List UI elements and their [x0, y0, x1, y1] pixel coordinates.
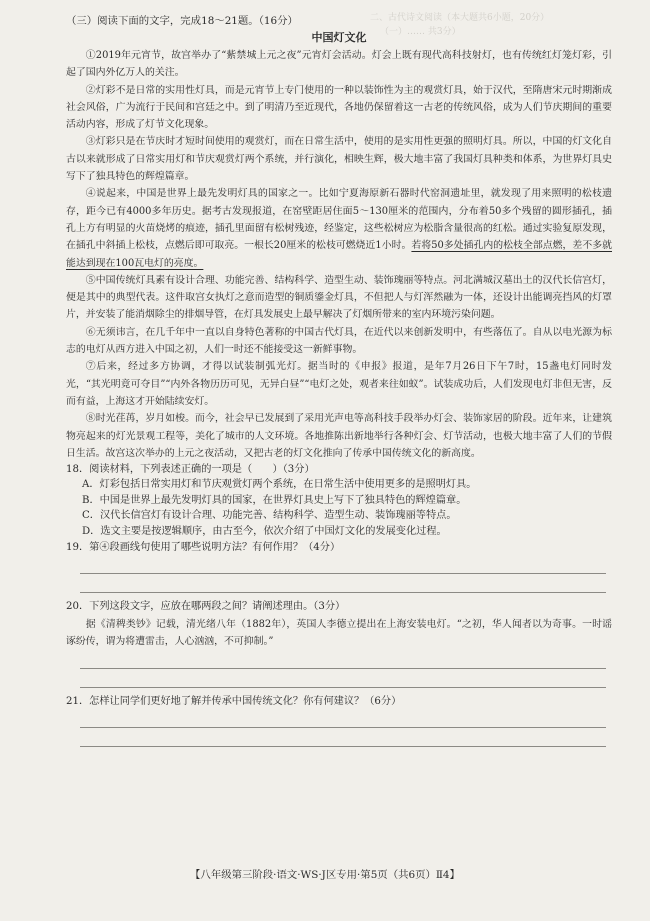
paragraph-5: ⑤中国传统灯具素有设计合理、功能完善、结构科学、造型生动、装饰瑰丽等特点。河北满城汉墓出土的汉代长信宫灯，便是其中的典型代表。这件取宫女执灯之意而造型的铜质鎏金灯具，不但把人与灯浑然融为一体，还设计出能调亮挡风的灯罩片，并安装了能消烟除尘的排烟导管，在灯具发展史上最早解决了灯烟所带来的室内环境污染问题。	[66, 274, 612, 321]
page-footer: 【八年级第三阶段·语文·WS·J区专用·第5页（共6页）Ⅱ4】	[190, 869, 460, 881]
option-a: A．灯彩包括日常实用灯和节庆观赏灯两个系统，在日常生活中使用更多的是照明灯具。	[82, 479, 477, 491]
underlined-sentence: 若将50多处插孔内的松枝全部点燃，差不多就能达到现在100瓦电灯的亮度。	[66, 240, 612, 269]
answer-line[interactable]	[80, 709, 606, 728]
question-19: 19．第④段画线句使用了哪些说明方法？有何作用？（4分）	[66, 541, 341, 553]
paragraph-2: ②灯彩不是日常的实用性灯具，而是元宵节上专门使用的一种以装饰性为主的观赏灯具，始于汉代，至隋唐宋元时期渐成社会风俗，广为流行于民间和宫廷之中。到了明清乃至近现代，各地仍保留着这一古老的传统风俗，成为人们节庆期间的重要活动内容，形成了灯节文化现象。	[66, 84, 612, 131]
answer-line[interactable]	[80, 574, 606, 593]
bleed-through-text: 二、古代诗文阅读（本大题共6小题，20分）	[370, 13, 550, 23]
question-20-material: 据《清稗类钞》记载，清光绪八年（1882年），英国人李德立提出在上海安装电灯。“之初，华人闻者以为奇事。一时谣诼纷传，谓为将遭雷击，人心汹汹，不可抑制。”	[66, 618, 612, 647]
answer-line[interactable]	[80, 555, 606, 574]
section-intro: （三）阅读下面的文字，完成18～21题。（16分）	[66, 15, 298, 27]
option-d: D．选文主要是按逻辑顺序，由古至今，依次介绍了中国灯文化的发展变化过程。	[82, 525, 447, 537]
paragraph-8: ⑧时光荏苒，岁月如梭。而今，社会早已发展到了采用光声电等高科技手段举办灯会、装饰家居的阶段。近年来，让建筑物亮起来的灯光景观工程等，美化了城市的人文环境。各地推陈出新地举行各种灯会、灯节活动，也极大地丰富了人们的节假日生活。故宫这次举办的上元之夜活动，又把古老的灯文化推向了传承中国传统文化的新高度。	[66, 413, 612, 459]
paragraph-3: ③灯彩只是在节庆时才短时间使用的观赏灯，而在日常生活中，使用的是实用性更强的照明灯具。所以，中国的灯文化自古以来就形成了日常实用灯和节庆观赏灯两个系统，并行演化，相映生辉，极大地丰富了我国灯具种类和体系，为世界灯具史写下了独具特色的辉煌篇章。	[66, 136, 612, 183]
option-c: C．汉代长信宫灯有设计合理、功能完善、结构科学、造型生动、装饰瑰丽等特点。	[82, 510, 457, 522]
answer-line[interactable]	[80, 650, 606, 669]
question-20-stem: 20．下列这段文字，应放在哪两段之间？请阐述理由。（3分）	[66, 600, 346, 612]
bleed-through-text: （一）…… 共3分）	[380, 27, 461, 37]
paragraph-1: ①2019年元宵节，故宫举办了“紫禁城上元之夜”元宵灯会活动。灯会上既有现代高科技射灯，也有传统红灯笼灯彩，引起了国内外亿万人的关注。	[66, 50, 612, 79]
paragraph-4-text: ④说起来，中国是世界上最先发明灯具的国家之一。比如宁夏海原新石器时代窑洞遗址里，就发现了用来照明的松枝遗存，距今已有4000多年历史。据考古发现报道，在窑壁距居住面5～130厘米的范围内，分布着50多个残留的圆形插孔，插孔上方有明显的火苗烧烤的痕迹，插孔里面留有松树残迹，经鉴定，这些松树应为松脂含量很高的红松。通过实验复原发现，在插孔中斜插上松枝，点燃后即可取亮。一根长20厘米的松枝可燃烧近1小时。	[66, 188, 612, 252]
paragraph-7: ⑦后来，经过多方协调，才得以试装制弧光灯。据当时的《申报》报道，是年7月26日下午7时，15盏电灯同时发光，“其光明竟可夺目”“内外各物历历可见，无异白昼”“电灯之处，观者来往如蚁”。试装成功后，人们发现电灯非但无害，反而有益，上海这才开始陆续安灯。	[66, 361, 612, 407]
answer-line[interactable]	[80, 728, 606, 747]
question-21: 21．怎样让同学们更好地了解并传承中国传统文化？你有何建议？（6分）	[66, 695, 402, 707]
paragraph-4	[66, 185, 612, 271]
answer-line[interactable]	[80, 669, 606, 688]
article-title: 中国灯文化	[311, 31, 367, 44]
question-18-stem: 18．阅读材料，下列表述正确的一项是（ ）（3分）	[66, 464, 315, 476]
option-b: B．中国是世界上最先发明灯具的国家，在世界灯具史上写下了独具特色的辉煌篇章。	[82, 494, 467, 506]
paragraph-6: ⑥无须讳言，在几千年中一直以自身特色著称的中国古代灯具，在近代以来创新发明中，有些落伍了。自从以电光源为标志的电灯从西方进入中国之初，人们一时还不能接受这一新鲜事物。	[66, 326, 612, 356]
